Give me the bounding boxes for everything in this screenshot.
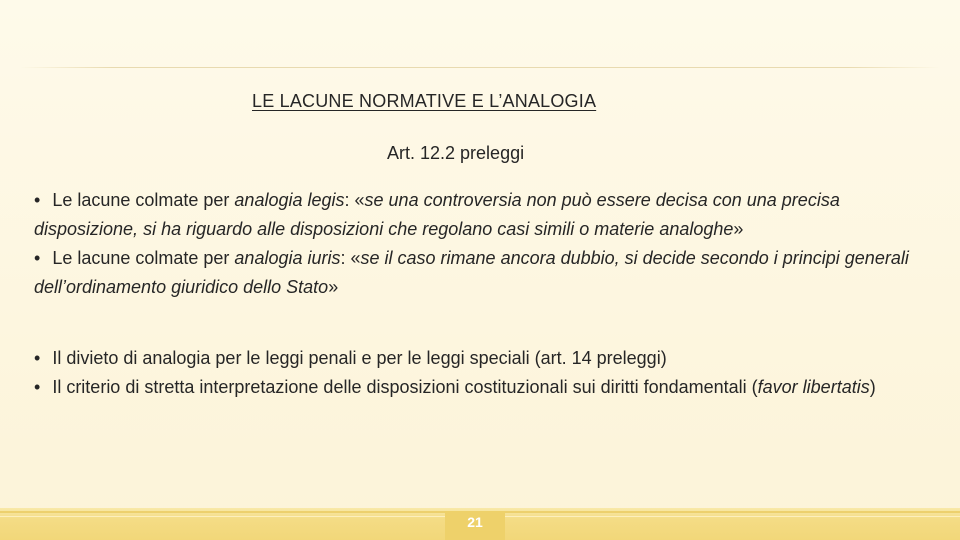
slide-title: LE LACUNE NORMATIVE E L’ANALOGIA [252, 91, 597, 111]
term-analogia-legis: analogia legis [234, 190, 345, 210]
paren-close: ) [869, 377, 876, 397]
quote-open: : « [344, 190, 365, 210]
quote-text: se una controversia non può essere decisa con una precisa disposizione, si ha riguardo alle disposizioni che regolano casi simili o materie analoghe [34, 190, 840, 239]
paragraph-lead: Le lacune colmate per [52, 190, 235, 210]
page-number: 21 [467, 514, 483, 530]
bullet-icon: • [34, 190, 41, 210]
paragraph-lead: Le lacune colmate per [52, 248, 235, 268]
bullet-icon: • [34, 348, 41, 368]
term-analogia-iuris: analogia iuris [234, 248, 341, 268]
bullet-icon: • [34, 377, 41, 397]
limits-block [34, 344, 934, 402]
slide-subtitle: Art. 12.2 preleggi [387, 143, 525, 163]
paragraph-text: Il criterio di stretta interpretazione delle disposizioni costituzionali sui diritti fondamentali ( [52, 377, 758, 397]
top-divider [20, 67, 940, 68]
paragraph-text: Il divieto di analogia per le leggi penali e per le leggi speciali (art. 14 preleggi) [52, 348, 667, 368]
bullet-icon: • [34, 248, 41, 268]
quote-close: » [328, 277, 339, 297]
quote-text: se il caso rimane ancora dubbio, si decide secondo i principi generali dell’ordinamento giuridico dello Stato [34, 248, 909, 297]
quote-close: » [733, 219, 744, 239]
analogy-types-block [34, 186, 934, 302]
term-favor-libertatis: favor libertatis [757, 377, 870, 397]
penal-laws-paragraph [34, 344, 934, 373]
analogia-legis-paragraph [34, 186, 934, 244]
analogia-iuris-paragraph [34, 244, 934, 302]
quote-open: : « [340, 248, 361, 268]
page-number-box [445, 511, 505, 540]
strict-interpretation-paragraph [34, 373, 934, 402]
